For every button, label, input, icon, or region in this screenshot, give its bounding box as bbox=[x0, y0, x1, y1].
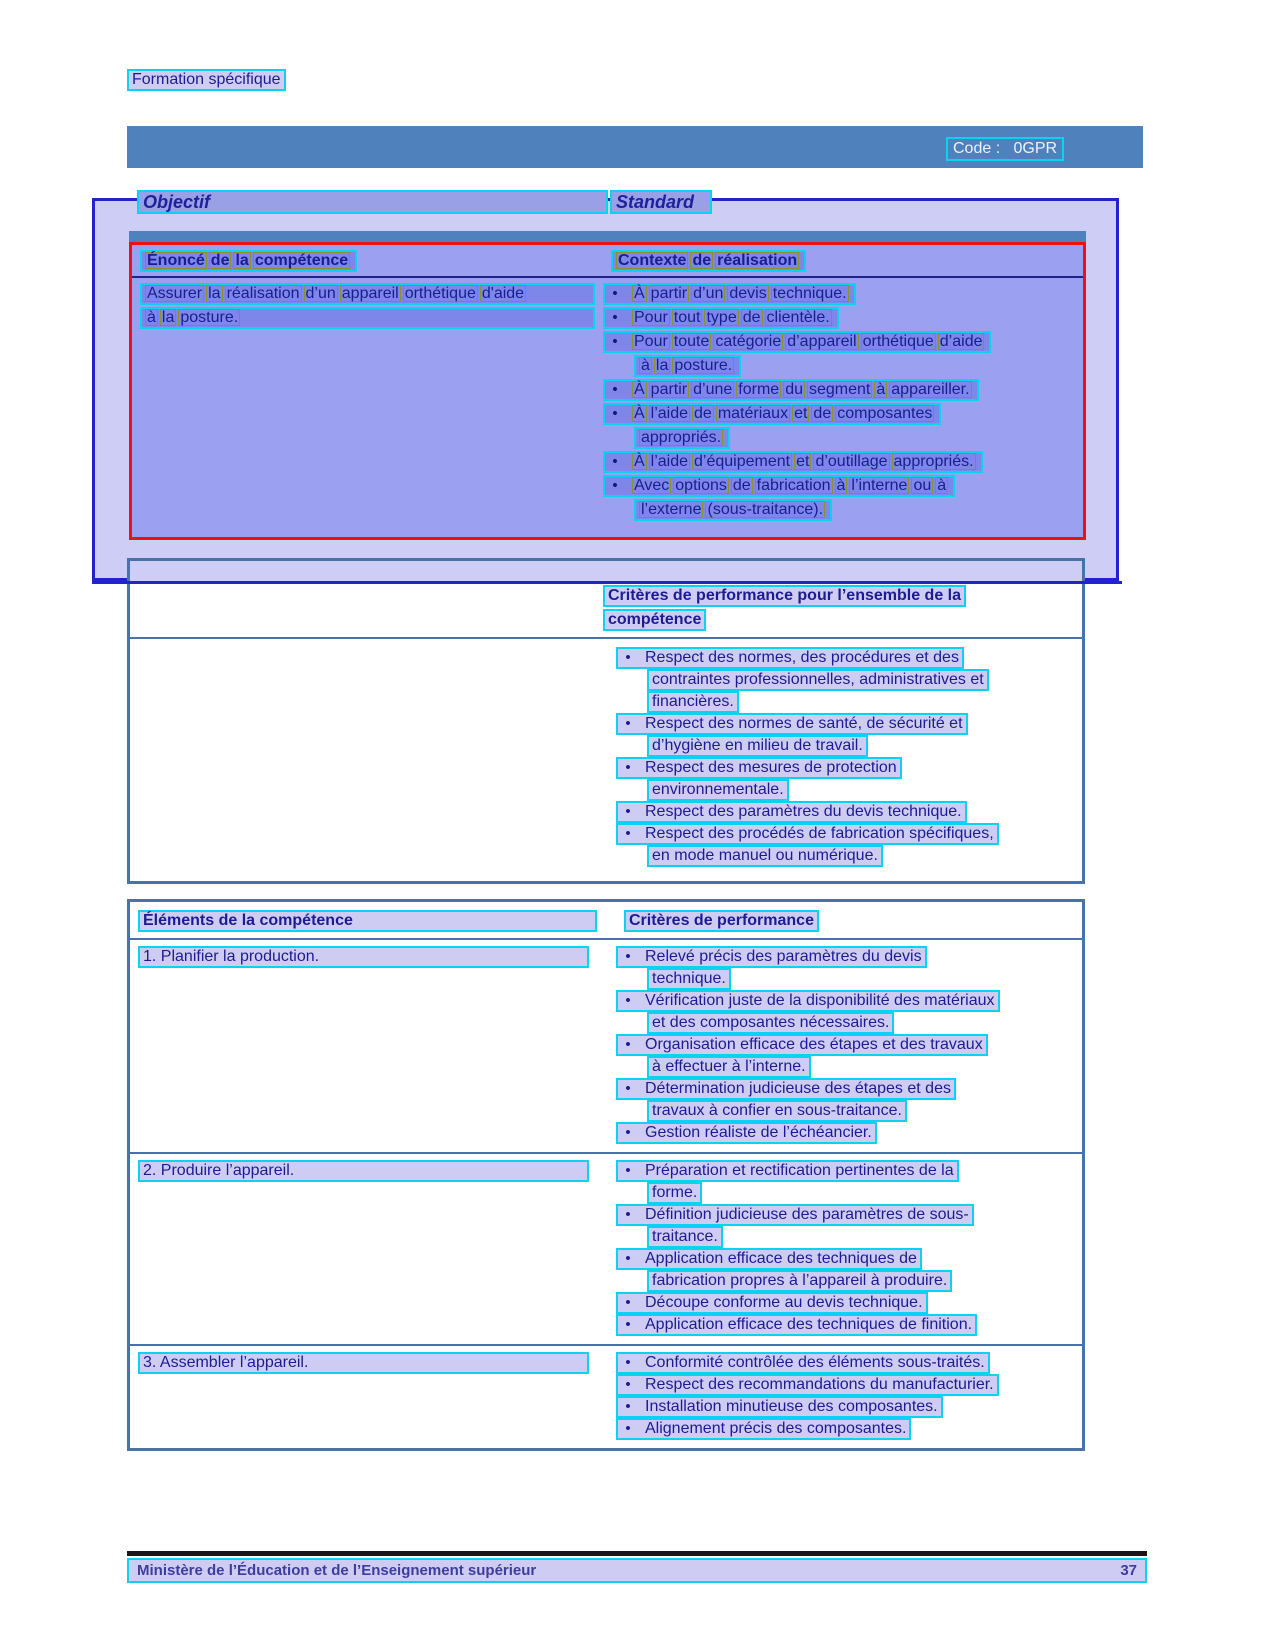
word-box: Pour bbox=[634, 309, 668, 326]
text-line bbox=[616, 1314, 977, 1336]
bullet-icon: • bbox=[625, 759, 631, 776]
text-line bbox=[616, 647, 964, 669]
list-item bbox=[616, 1078, 1082, 1122]
list-item-text: Respect des recommandations du manufacturier. bbox=[645, 1376, 994, 1393]
list-item-text bbox=[639, 429, 725, 446]
text-line bbox=[616, 801, 967, 823]
word-box: la bbox=[235, 252, 249, 269]
list-item-text: Conformité contrôlée des éléments sous-traités. bbox=[645, 1354, 985, 1371]
word-box: technique. bbox=[772, 285, 847, 302]
list-item-text: financières. bbox=[652, 693, 734, 710]
list-item bbox=[616, 1204, 1082, 1248]
outer-box-bottom-border bbox=[92, 581, 1122, 584]
word-box: l’externe bbox=[641, 501, 702, 518]
list-item-line bbox=[616, 1314, 1082, 1336]
list-item bbox=[616, 647, 1082, 713]
list-item-line bbox=[616, 1270, 1082, 1292]
section-label: Formation spécifique bbox=[127, 69, 286, 91]
list-item-text: Application efficace des techniques de finition. bbox=[645, 1316, 973, 1333]
bullet-icon: • bbox=[625, 1250, 631, 1267]
bullet-icon: • bbox=[625, 1354, 631, 1371]
text-line bbox=[616, 1396, 943, 1418]
bullet-icon: • bbox=[625, 1124, 631, 1141]
overall-criteria-table bbox=[127, 558, 1085, 884]
footer-rule bbox=[127, 1551, 1147, 1556]
list-item-line bbox=[616, 968, 1082, 990]
list-item-line bbox=[603, 355, 1083, 379]
element-label-cell bbox=[130, 1352, 603, 1440]
word-box: matériaux bbox=[717, 405, 789, 422]
list-item bbox=[616, 1352, 1082, 1374]
elements-table bbox=[127, 899, 1085, 1451]
list-item-text: Gestion réaliste de l’échéancier. bbox=[645, 1124, 872, 1141]
footer-bar bbox=[127, 1558, 1147, 1583]
word-box: d'aide bbox=[481, 285, 525, 302]
word-box: à bbox=[641, 357, 650, 374]
list-item-text: Organisation efficace des étapes et des travaux bbox=[645, 1036, 983, 1053]
bullet-icon: • bbox=[625, 1080, 631, 1097]
list-item bbox=[603, 451, 1083, 475]
list-item-text: Application efficace des techniques de bbox=[645, 1250, 917, 1267]
bullet-icon: • bbox=[612, 333, 618, 350]
list-item-line bbox=[616, 1100, 1082, 1122]
text-line bbox=[603, 283, 856, 305]
list-item-line bbox=[616, 801, 1082, 823]
text-line bbox=[647, 1056, 811, 1078]
text-line bbox=[603, 331, 991, 353]
word-box: à bbox=[876, 381, 886, 398]
list-item bbox=[616, 713, 1082, 757]
list-item-line bbox=[603, 427, 1083, 451]
text-line bbox=[603, 475, 955, 497]
word-box: toute bbox=[673, 333, 710, 350]
text-line bbox=[616, 1374, 999, 1396]
word-box: la bbox=[208, 285, 221, 302]
word-box: l’aide bbox=[650, 453, 689, 470]
word-box: réalisation bbox=[226, 285, 300, 302]
list-item bbox=[616, 1248, 1082, 1292]
list-item-text: et des composantes nécessaires. bbox=[652, 1014, 890, 1031]
list-item bbox=[616, 1374, 1082, 1396]
text-line bbox=[647, 1100, 907, 1122]
word-box: de bbox=[210, 252, 230, 269]
word-box: d’équipement bbox=[694, 453, 791, 470]
list-item-line bbox=[616, 845, 1082, 867]
list-item bbox=[603, 283, 1083, 307]
text-line bbox=[603, 307, 839, 329]
bullet-icon: • bbox=[625, 948, 631, 965]
word-box: fabrication bbox=[756, 477, 831, 494]
text-line bbox=[647, 779, 789, 801]
table3-rows bbox=[130, 940, 1082, 1448]
list-item-text: en mode manuel ou numérique. bbox=[652, 847, 878, 864]
word-box: À bbox=[634, 453, 645, 470]
text-line bbox=[140, 283, 595, 305]
list-item-line bbox=[616, 1248, 1082, 1270]
bullet-icon: • bbox=[625, 1420, 631, 1437]
list-item-line bbox=[603, 331, 1083, 355]
list-item-line bbox=[616, 1056, 1082, 1078]
list-item-line bbox=[616, 1034, 1082, 1056]
criteria-list bbox=[603, 1352, 1082, 1440]
bullet-icon: • bbox=[612, 381, 618, 398]
word-box: d’aide bbox=[939, 333, 983, 350]
list-item-line bbox=[616, 1122, 1082, 1144]
footer-ministry: Ministère de l’Éducation et de l’Enseignement supérieur bbox=[137, 1562, 537, 1579]
list-item-text: environnementale. bbox=[652, 781, 784, 798]
bullet-icon: • bbox=[612, 405, 618, 422]
list-item-line bbox=[616, 1204, 1082, 1226]
word-box: du bbox=[785, 381, 803, 398]
word-box: la bbox=[655, 357, 669, 374]
text-line bbox=[634, 499, 832, 521]
criteria-list bbox=[603, 946, 1082, 1144]
list-item-line bbox=[616, 691, 1082, 713]
list-item bbox=[603, 403, 1083, 451]
text-line bbox=[647, 1012, 894, 1034]
word-box: de bbox=[732, 477, 751, 494]
element-label: 2. Produire l’appareil. bbox=[138, 1160, 589, 1182]
word-box: Avec bbox=[634, 477, 670, 494]
text-line bbox=[634, 427, 730, 449]
overall-criteria-list bbox=[130, 639, 1082, 867]
bullet-icon: • bbox=[625, 1376, 631, 1393]
text-line bbox=[603, 451, 983, 473]
table3-col1-header: Éléments de la compétence bbox=[138, 910, 597, 932]
list-item bbox=[616, 1418, 1082, 1440]
list-item-line bbox=[603, 475, 1083, 499]
list-item bbox=[616, 990, 1082, 1034]
word-box: de bbox=[694, 405, 712, 422]
word-box: tout bbox=[673, 309, 701, 326]
list-item bbox=[603, 475, 1083, 523]
list-item-text: Respect des procédés de fabrication spécifiques, bbox=[645, 825, 994, 842]
text-line bbox=[616, 946, 927, 968]
word-box: partir bbox=[650, 285, 688, 302]
word-box: d’un bbox=[305, 285, 336, 302]
word-box: À bbox=[634, 405, 645, 422]
word-box: clientèle. bbox=[766, 309, 830, 326]
table1-top-strip bbox=[129, 231, 1086, 242]
list-item-line bbox=[616, 946, 1082, 968]
table3-header-row bbox=[130, 902, 1082, 940]
bullet-icon: • bbox=[625, 649, 631, 666]
word-box: segment bbox=[808, 381, 871, 398]
word-box: type bbox=[706, 309, 737, 326]
text-line bbox=[634, 355, 741, 377]
word-box: et bbox=[794, 405, 808, 422]
list-item bbox=[616, 823, 1082, 867]
text-line bbox=[616, 713, 968, 735]
text-line bbox=[647, 1182, 702, 1204]
list-item bbox=[603, 307, 1083, 331]
table1-col1-header bbox=[140, 250, 357, 272]
word-box: de bbox=[813, 405, 832, 422]
word-box: et bbox=[796, 453, 810, 470]
criteria-list bbox=[603, 1160, 1082, 1336]
word-box: forme bbox=[738, 381, 780, 398]
list-item-line bbox=[616, 823, 1082, 845]
word-box: d’un bbox=[693, 285, 724, 302]
bullet-icon: • bbox=[625, 1206, 631, 1223]
word-box: appropriés. bbox=[893, 453, 974, 470]
list-item-text bbox=[632, 477, 950, 494]
text-line bbox=[647, 1226, 723, 1248]
list-item-line bbox=[616, 1374, 1082, 1396]
competency-statement bbox=[132, 283, 603, 523]
word-box: à bbox=[836, 477, 846, 494]
word-box: réalisation bbox=[717, 252, 798, 269]
table1-body bbox=[132, 278, 1083, 523]
list-item bbox=[616, 946, 1082, 990]
list-item-text bbox=[639, 357, 736, 374]
list-item-line bbox=[603, 403, 1083, 427]
list-item-line bbox=[603, 283, 1083, 307]
list-item-text bbox=[639, 501, 827, 518]
list-item-line bbox=[616, 1352, 1082, 1374]
list-item-text: technique. bbox=[652, 970, 726, 987]
word-box: partir bbox=[650, 381, 688, 398]
list-item bbox=[616, 1034, 1082, 1078]
list-item-line bbox=[616, 647, 1082, 669]
list-item-text: contraintes professionnelles, administratives et bbox=[652, 671, 984, 688]
text-line bbox=[140, 307, 595, 329]
list-item-text bbox=[632, 309, 834, 326]
list-item-line bbox=[616, 1396, 1082, 1418]
list-item-line bbox=[603, 499, 1083, 523]
word-box: l’interne bbox=[851, 477, 908, 494]
text-line bbox=[616, 1122, 877, 1144]
list-item-text: Définition judicieuse des paramètres de sous- bbox=[645, 1206, 969, 1223]
list-item bbox=[616, 1396, 1082, 1418]
word-box: appropriés. bbox=[641, 429, 722, 446]
table3-col2-header: Critères de performance bbox=[624, 910, 819, 932]
word-box: ou bbox=[913, 477, 932, 494]
list-item-text bbox=[632, 285, 851, 302]
bullet-icon: • bbox=[612, 477, 618, 494]
word-box: Pour bbox=[634, 333, 668, 350]
list-item-line bbox=[616, 1292, 1082, 1314]
list-item-text: Alignement précis des composantes. bbox=[645, 1420, 907, 1437]
bullet-icon: • bbox=[612, 285, 618, 302]
word-box: compétence bbox=[254, 252, 349, 269]
bullet-icon: • bbox=[625, 1398, 631, 1415]
list-item-text: Respect des mesures de protection bbox=[645, 759, 897, 776]
list-item-text: fabrication propres à l’appareil à produire. bbox=[652, 1272, 948, 1289]
element-row bbox=[130, 940, 1082, 1152]
word-box: À bbox=[634, 381, 645, 398]
word-box: d’appareil bbox=[787, 333, 857, 350]
word-box: orthétique bbox=[862, 333, 934, 350]
word-box: Assurer bbox=[147, 285, 203, 302]
list-item-line bbox=[616, 735, 1082, 757]
word-box: la bbox=[161, 309, 175, 326]
list-item-line bbox=[616, 1160, 1082, 1182]
word-box: À bbox=[634, 285, 645, 302]
text-line bbox=[616, 1352, 990, 1374]
list-item bbox=[616, 757, 1082, 801]
table2-header-line2: compétence bbox=[603, 609, 706, 631]
text-line bbox=[647, 1270, 952, 1292]
list-item-text: Découpe conforme au devis technique. bbox=[645, 1294, 923, 1311]
list-item-text: traitance. bbox=[652, 1228, 718, 1245]
list-item-line bbox=[616, 713, 1082, 735]
text-line bbox=[616, 1418, 911, 1440]
list-item-line bbox=[603, 451, 1083, 475]
word-box: devis bbox=[729, 285, 767, 302]
element-label: 3. Assembler l’appareil. bbox=[138, 1352, 589, 1374]
word-box: orthétique bbox=[404, 285, 476, 302]
element-label: 1. Planifier la production. bbox=[138, 946, 589, 968]
standard-heading: Standard bbox=[610, 190, 712, 214]
list-item bbox=[616, 1122, 1082, 1144]
text-line bbox=[616, 1160, 959, 1182]
list-item-line bbox=[616, 990, 1082, 1012]
list-item bbox=[603, 331, 1083, 379]
text-line bbox=[616, 1248, 922, 1270]
text-line bbox=[616, 990, 1000, 1012]
text-line bbox=[616, 1204, 974, 1226]
list-item-line bbox=[616, 1226, 1082, 1248]
bullet-icon: • bbox=[625, 1316, 631, 1333]
list-item-text: d’hygiène en milieu de travail. bbox=[652, 737, 863, 754]
word-box: à bbox=[937, 477, 947, 494]
bullet-icon: • bbox=[625, 825, 631, 842]
table2-header bbox=[130, 561, 1082, 637]
word-box: posture. bbox=[674, 357, 733, 374]
context-list bbox=[603, 283, 1083, 523]
bullet-icon: • bbox=[625, 1036, 631, 1053]
word-box: Contexte bbox=[618, 252, 687, 269]
list-item-text: travaux à confier en sous-traitance. bbox=[652, 1102, 902, 1119]
list-item-text bbox=[632, 333, 986, 350]
list-item-line bbox=[616, 757, 1082, 779]
objectif-heading: Objectif bbox=[137, 190, 608, 214]
list-item-text: Respect des normes de santé, de sécurité et bbox=[645, 715, 963, 732]
footer-page-number: 37 bbox=[1120, 1562, 1137, 1579]
text-line bbox=[616, 823, 999, 845]
text-line bbox=[647, 669, 989, 691]
text-line bbox=[647, 968, 731, 990]
word-box: l’aide bbox=[650, 405, 689, 422]
list-item-text: forme. bbox=[652, 1184, 698, 1201]
bullet-icon: • bbox=[625, 992, 631, 1009]
list-item bbox=[603, 379, 1083, 403]
bullet-icon: • bbox=[612, 453, 618, 470]
bullet-icon: • bbox=[612, 309, 618, 326]
word-box: à bbox=[147, 309, 156, 326]
list-item-text: Respect des paramètres du devis technique. bbox=[645, 803, 962, 820]
text-line bbox=[603, 379, 979, 401]
bullet-icon: • bbox=[625, 1162, 631, 1179]
bullet-icon: • bbox=[625, 803, 631, 820]
list-item-text: à effectuer à l’interne. bbox=[652, 1058, 806, 1075]
list-item-line bbox=[616, 1182, 1082, 1204]
list-item-line bbox=[616, 1418, 1082, 1440]
text-line bbox=[647, 691, 739, 713]
bullet-icon: • bbox=[625, 715, 631, 732]
list-item-text: Relevé précis des paramètres du devis bbox=[645, 948, 922, 965]
objective-standard-header bbox=[137, 190, 712, 214]
element-row bbox=[130, 1344, 1082, 1448]
competency-statement-table bbox=[129, 242, 1086, 540]
list-item-line bbox=[616, 779, 1082, 801]
word-box: appareiller. bbox=[891, 381, 970, 398]
list-item-text bbox=[632, 405, 936, 422]
text-line bbox=[616, 1078, 956, 1100]
text-line bbox=[603, 403, 941, 425]
table1-col2-header bbox=[611, 250, 806, 272]
list-item-line bbox=[616, 1078, 1082, 1100]
list-item-text: Installation minutieuse des composantes. bbox=[645, 1398, 938, 1415]
text-line bbox=[647, 845, 883, 867]
list-item-line bbox=[616, 669, 1082, 691]
word-box: d’une bbox=[693, 381, 733, 398]
word-box: (sous-traitance). bbox=[707, 501, 824, 518]
list-item-line bbox=[603, 307, 1083, 331]
element-label-cell bbox=[130, 946, 603, 1144]
word-box: appareil bbox=[341, 285, 399, 302]
word-box: de bbox=[742, 309, 761, 326]
list-item bbox=[616, 1314, 1082, 1336]
text-line bbox=[616, 1034, 988, 1056]
word-box: catégorie bbox=[715, 333, 782, 350]
bullet-icon: • bbox=[625, 1294, 631, 1311]
list-item-text: Vérification juste de la disponibilité des matériaux bbox=[645, 992, 995, 1009]
element-row bbox=[130, 1152, 1082, 1344]
list-item bbox=[616, 1292, 1082, 1314]
code-label: Code : 0GPR bbox=[946, 137, 1064, 161]
word-box: composantes bbox=[837, 405, 933, 422]
list-item-text: Respect des normes, des procédures et des bbox=[645, 649, 959, 666]
list-item-text bbox=[632, 453, 978, 470]
text-line bbox=[647, 735, 868, 757]
word-box: Énoncé bbox=[147, 252, 205, 269]
word-box: posture. bbox=[180, 309, 239, 326]
list-item bbox=[616, 1160, 1082, 1204]
list-item-line bbox=[603, 379, 1083, 403]
text-line bbox=[616, 757, 902, 779]
list-item-line bbox=[616, 1012, 1082, 1034]
list-item bbox=[616, 801, 1082, 823]
text-line bbox=[616, 1292, 928, 1314]
element-label-cell bbox=[130, 1160, 603, 1336]
list-item-text bbox=[632, 381, 974, 398]
list-item-text: Préparation et rectification pertinentes de la bbox=[645, 1162, 954, 1179]
word-box: de bbox=[692, 252, 712, 269]
list-item-text: Détermination judicieuse des étapes et des bbox=[645, 1080, 951, 1097]
table2-header-line1: Critères de performance pour l’ensemble de la bbox=[603, 585, 966, 607]
table1-header-row bbox=[132, 245, 1083, 278]
word-box: d’outillage bbox=[815, 453, 888, 470]
word-box: options bbox=[675, 477, 727, 494]
